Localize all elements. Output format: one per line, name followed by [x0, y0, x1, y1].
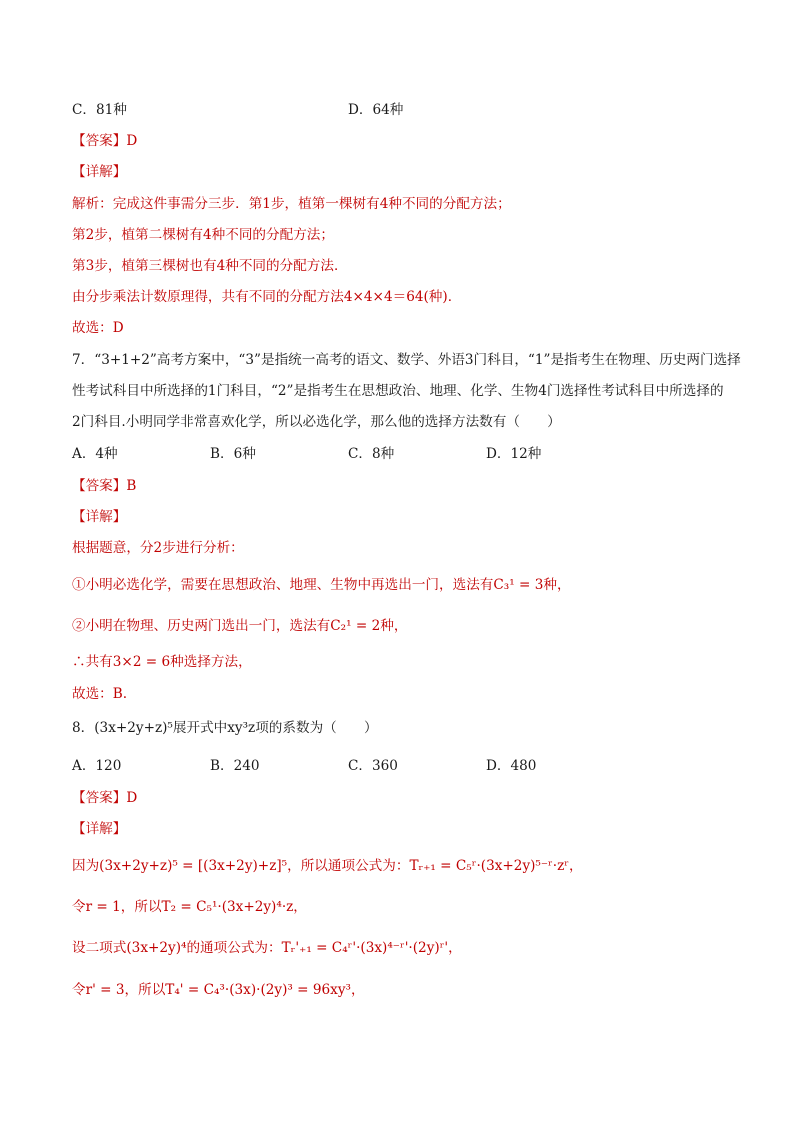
q6-detail-line-3: 第3步，植第三棵树也有4种不同的分配方法． [72, 258, 348, 274]
q8-detail-line-2: 令r = 1，所以T₂ = C₅¹·(3x+2y)⁴·z， [72, 899, 307, 915]
q7-stem-line-3: 2门科目.小明同学非常喜欢化学，所以必选化学，那么他的选择方法数有（ ） [72, 414, 561, 430]
q7-answer: 【答案】B [72, 478, 137, 494]
q7-option-c: C．8种 [348, 446, 395, 462]
q8-detail-heading: 【详解】 [72, 821, 127, 837]
q8-answer: 【答案】D [72, 790, 138, 806]
q7-step-2: ②小明在物理、历史两门选出一门，选法有C₂¹ = 2种， [72, 618, 408, 634]
q6-detail-line-4: 由分步乘法计数原理得，共有不同的分配方法4×4×4＝64(种)． [72, 289, 462, 305]
prev-option-c: C．81种 [72, 102, 127, 118]
q8-option-b: B．240 [210, 758, 260, 774]
q7-conclusion: 故选：B. [72, 686, 128, 702]
q7-option-b: B．6种 [210, 446, 256, 462]
q7-analysis-intro: 根据题意，分2步进行分析： [72, 540, 244, 556]
q7-option-d: D．12种 [486, 446, 542, 462]
q6-answer: 【答案】D [72, 133, 138, 149]
q8-detail-line-3: 设二项式(3x+2y)⁴的通项公式为：Tᵣ'₊₁ = C₄ʳ'·(3x)⁴⁻ʳ'·(2y)ʳ'， [72, 940, 462, 956]
q8-option-d: D．480 [486, 758, 537, 774]
q8-option-a: A．120 [72, 758, 122, 774]
q8-detail-line-1: 因为(3x+2y+z)⁵ = [(3x+2y)+z]⁵，所以通项公式为：Tᵣ₊₁ = C₅ʳ·(3x+2y)⁵⁻ʳ·zʳ， [72, 858, 583, 874]
prev-option-d: D．64种 [348, 102, 404, 118]
q7-step-1: ①小明必选化学，需要在思想政治、地理、生物中再选出一门，选法有C₃¹ = 3种， [72, 577, 571, 593]
q8-detail-line-4: 令r' = 3，所以T₄' = C₄³·(3x)·(2y)³ = 96xy³， [72, 982, 365, 998]
q7-stem-line-2: 性考试科目中所选择的1门科目，“2”是指考生在思想政治、地理、化学、生物4门选择性考试科目中所选择的 [72, 383, 724, 399]
q6-detail-line-1: 解析：完成这件事需分三步．第1步，植第一棵树有4种不同的分配方法； [72, 196, 511, 212]
q7-total: ∴共有3×2 = 6种选择方法， [72, 654, 252, 670]
q7-option-a: A．4种 [72, 446, 118, 462]
q8-stem: 8．(3x+2y+z)⁵展开式中xy³z项的系数为（ ） [72, 720, 378, 736]
q7-detail-heading: 【详解】 [72, 509, 127, 525]
q8-option-c: C．360 [348, 758, 398, 774]
q6-detail-line-5: 故选：D [72, 320, 124, 336]
q6-detail-heading: 【详解】 [72, 164, 127, 180]
q7-stem-line-1: 7．“3+1+2”高考方案中，“3”是指统一高考的语文、数学、外语3门科目，“1”是指考生在物理、历史两门选择 [72, 352, 741, 368]
q6-detail-line-2: 第2步，植第二棵树有4种不同的分配方法； [72, 227, 334, 243]
